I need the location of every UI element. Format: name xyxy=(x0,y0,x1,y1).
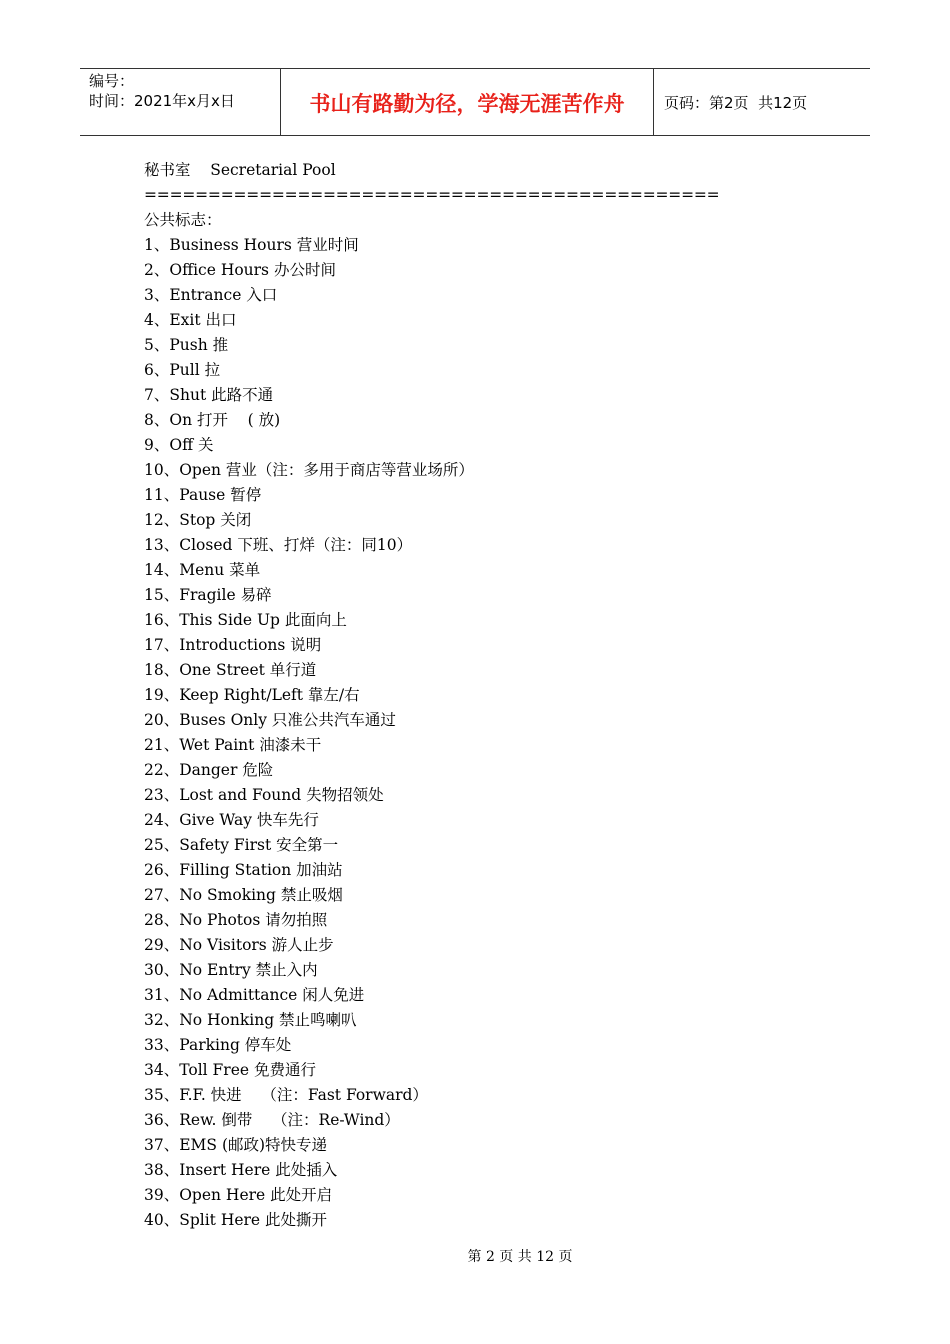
list-item: 32、No Honking 禁止鸣喇叭 xyxy=(144,1011,357,1029)
header-motto: 书山有路勤为径，学海无涯苦作舟 xyxy=(281,69,654,135)
list-item: 14、Menu 菜单 xyxy=(144,561,261,579)
list-item: 16、This Side Up 此面向上 xyxy=(144,611,347,629)
document-title: 秘书室 Secretarial Pool xyxy=(144,161,336,179)
list-item: 19、Keep Right/Left 靠左/右 xyxy=(144,686,360,704)
page-footer: 第 2 页 共 12 页 xyxy=(467,1249,573,1265)
list-item: 24、Give Way 快车先行 xyxy=(144,811,319,829)
list-item: 11、Pause 暂停 xyxy=(144,486,262,504)
list-item: 17、Introductions 说明 xyxy=(144,636,322,654)
list-item: 8、On 打开 ( 放) xyxy=(144,411,281,429)
list-item: 40、Split Here 此处撕开 xyxy=(144,1211,328,1229)
list-item: 21、Wet Paint 油漆未干 xyxy=(144,736,322,754)
list-item: 36、Rew. 倒带 （注：Re-Wind） xyxy=(144,1111,400,1129)
document-date: 时间：2021年x月x日 xyxy=(89,92,235,110)
list-item: 23、Lost and Found 失物招领处 xyxy=(144,786,384,804)
list-item: 12、Stop 关闭 xyxy=(144,511,252,529)
list-item: 13、Closed 下班、打烊（注：同10） xyxy=(144,536,413,554)
list-item: 29、No Visitors 游人止步 xyxy=(144,936,334,954)
list-item: 18、One Street 单行道 xyxy=(144,661,317,679)
list-item: 31、No Admittance 闲人免进 xyxy=(144,986,365,1004)
list-item: 2、Office Hours 办公时间 xyxy=(144,261,336,279)
list-item: 39、Open Here 此处开启 xyxy=(144,1186,333,1204)
list-item: 27、No Smoking 禁止吸烟 xyxy=(144,886,343,904)
list-item: 37、EMS (邮政)特快专递 xyxy=(144,1136,328,1154)
header-page-label: 页码：第2页 共12页 xyxy=(664,93,808,112)
sign-list xyxy=(144,233,844,1233)
list-item: 9、Off 关 xyxy=(144,436,214,454)
header-meta xyxy=(80,69,281,135)
list-item: 30、No Entry 禁止入内 xyxy=(144,961,318,979)
header-page-info xyxy=(654,69,870,135)
list-item: 7、Shut 此路不通 xyxy=(144,386,274,404)
list-item: 15、Fragile 易碎 xyxy=(144,586,272,604)
list-item: 22、Danger 危险 xyxy=(144,761,274,779)
list-item: 38、Insert Here 此处插入 xyxy=(144,1161,338,1179)
list-item: 3、Entrance 入口 xyxy=(144,286,278,304)
list-item: 6、Pull 拉 xyxy=(144,361,221,379)
section-heading: 公共标志： xyxy=(144,211,222,229)
list-item: 1、Business Hours 营业时间 xyxy=(144,236,359,254)
list-item: 26、Filling Station 加油站 xyxy=(144,861,343,879)
document-number-label: 编号： xyxy=(89,72,135,90)
list-item: 28、No Photos 请勿拍照 xyxy=(144,911,328,929)
separator-line: ============================================= xyxy=(144,186,720,204)
list-item: 35、F.F. 快进 （注：Fast Forward） xyxy=(144,1086,428,1104)
page-header xyxy=(80,68,870,136)
list-item: 34、Toll Free 免费通行 xyxy=(144,1061,316,1079)
list-item: 25、Safety First 安全第一 xyxy=(144,836,339,854)
list-item: 33、Parking 停车处 xyxy=(144,1036,292,1054)
list-item: 10、Open 营业（注：多用于商店等营业场所） xyxy=(144,461,474,479)
list-item: 20、Buses Only 只准公共汽车通过 xyxy=(144,711,396,729)
list-item: 4、Exit 出口 xyxy=(144,311,237,329)
document-body xyxy=(144,158,844,1233)
list-item: 5、Push 推 xyxy=(144,336,229,354)
